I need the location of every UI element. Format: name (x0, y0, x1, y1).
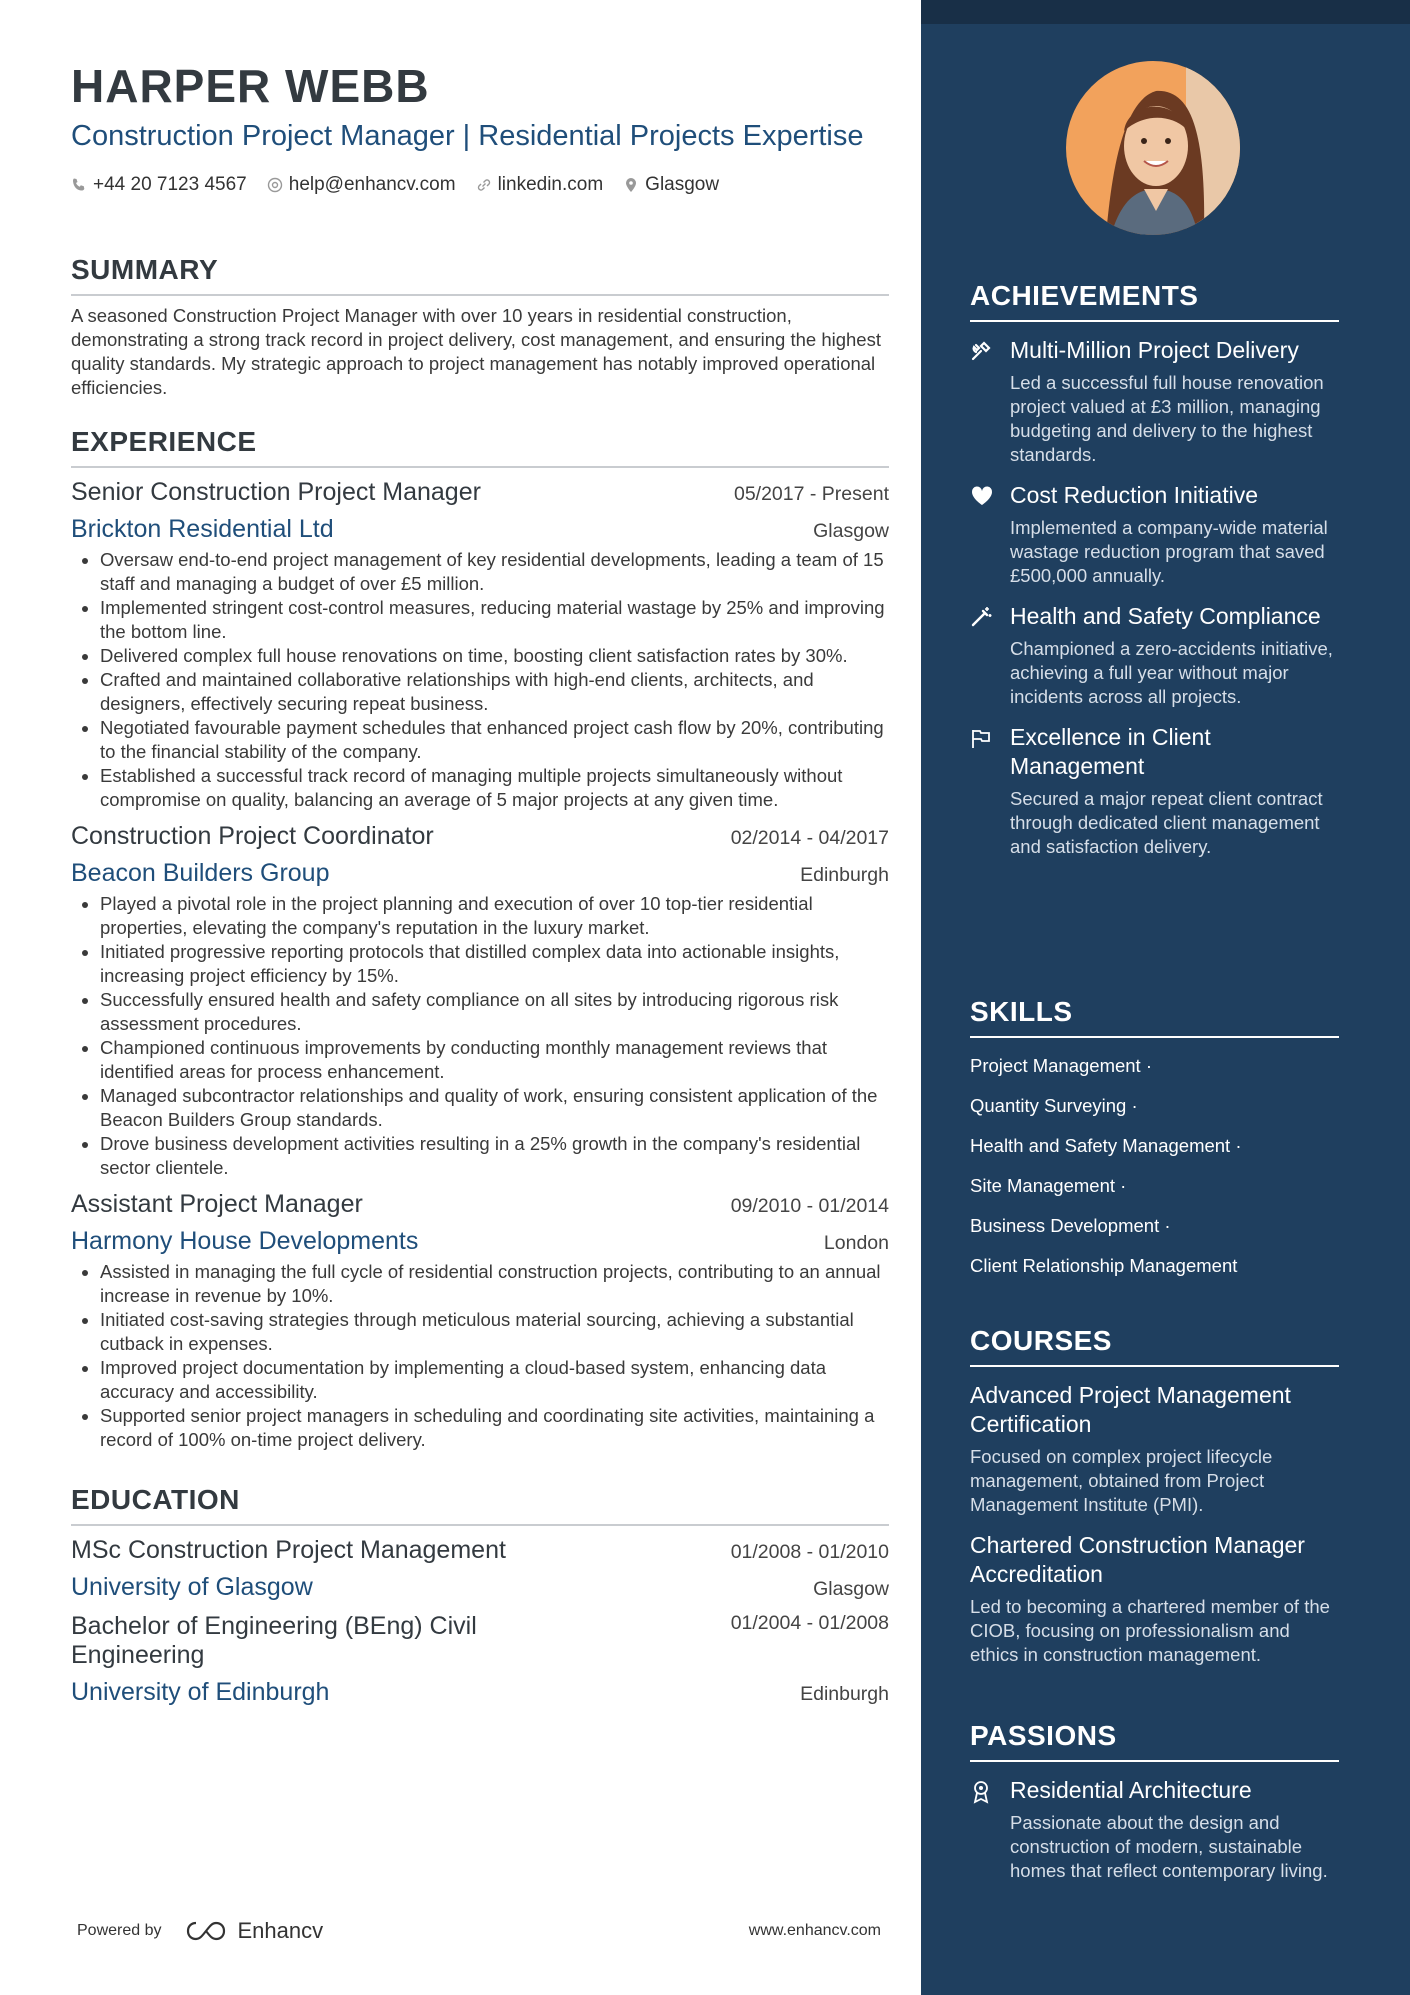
bullet-item: • Managed subcontractor relationships and quality of work, ensuring consistent application of the Beacon Builders Group standards. (100, 1084, 889, 1132)
passion-title: Residential Architecture (1010, 1777, 1252, 1803)
school: University of Edinburgh (71, 1678, 330, 1706)
job-bullets (71, 548, 889, 812)
email-text: help@enhancv.com (288, 174, 456, 195)
contact-email[interactable] (267, 174, 456, 196)
edu-date: 01/2008 - 01/2010 (730, 1541, 889, 1563)
flag-icon (970, 727, 992, 749)
passions-section (970, 1720, 1339, 1883)
education-entry (71, 1612, 889, 1707)
section-title-skills: SKILLS (970, 996, 1339, 1038)
course-item (970, 1381, 1339, 1517)
school: University of Glasgow (71, 1573, 313, 1601)
enhancv-logo-icon (184, 1919, 230, 1943)
job-location: London (823, 1232, 889, 1254)
contact-phone[interactable] (71, 174, 247, 196)
education-section (71, 1484, 889, 1707)
section-title-experience: EXPERIENCE (71, 426, 889, 468)
achievement-title: Excellence in Client Management (1010, 724, 1211, 779)
course-desc: Led to becoming a chartered member of the CIOB, focusing on professionalism and ethics in construction management. (970, 1596, 1330, 1665)
phone-icon (71, 177, 87, 193)
location-text: Glasgow (645, 174, 720, 195)
heart-icon (970, 485, 994, 507)
bullet-item: • Drove business development activities resulting in a 25% growth in the company's residential sector clientele. (100, 1132, 889, 1180)
course-title: Advanced Project Management Certification (970, 1382, 1291, 1437)
skill-item: Health and Safety Management · (970, 1135, 1242, 1156)
course-desc: Focused on complex project lifecycle management, obtained from Project Management Institute (PMI). (970, 1446, 1273, 1515)
powered-by (77, 1918, 323, 1944)
sidebar-top-band (921, 0, 1410, 24)
footer-url[interactable]: www.enhancv.com (748, 1922, 881, 1939)
footer (77, 1918, 881, 1944)
passion-item (970, 1776, 1339, 1883)
skill-item: Site Management · (970, 1175, 1127, 1196)
skill-item: Project Management · (970, 1055, 1153, 1076)
bullet-item: • Negotiated favourable payment schedules that enhanced project cash flow by 20%, contributing to the financial stability of the company. (100, 716, 889, 764)
bullet-item: • Improved project documentation by implementing a cloud-based system, enhancing data accuracy and accessibility. (100, 1356, 889, 1404)
bullet-item: • Initiated progressive reporting protocols that distilled complex data into actionable insights, increasing project efficiency by 15%. (100, 940, 889, 988)
skill-item: Business Development · (970, 1215, 1171, 1236)
section-title-summary: SUMMARY (71, 254, 889, 296)
course-title: Chartered Construction Manager Accreditation (970, 1532, 1305, 1587)
course-item (970, 1531, 1339, 1667)
edu-date: 01/2004 - 01/2008 (730, 1612, 889, 1634)
job-date: 02/2014 - 04/2017 (730, 827, 889, 849)
bullet-item: • Implemented stringent cost-control measures, reducing material wastage by 25% and improving the bottom line. (100, 596, 889, 644)
achievement-item (970, 336, 1339, 467)
achievements-section (970, 280, 1339, 859)
achievement-item (970, 723, 1339, 859)
linkedin-text: linkedin.com (497, 174, 604, 195)
job-bullets (71, 1260, 889, 1452)
edu-location: Glasgow (813, 1578, 889, 1600)
tools-icon (970, 340, 992, 362)
bullet-item: • Assisted in managing the full cycle of residential construction projects, contributing to an annual increase in revenue by 10%. (100, 1260, 889, 1308)
achievement-title: Multi-Million Project Delivery (1010, 337, 1299, 363)
bullet-item: • Successfully ensured health and safety compliance on all sites by introducing rigorous risk assessment procedures. (100, 988, 889, 1036)
skill-item: Client Relationship Management (970, 1255, 1238, 1276)
contact-location (623, 174, 719, 196)
summary-section (71, 254, 889, 400)
achievement-desc: Implemented a company-wide material wastage reduction program that saved £500,000 annually. (1010, 517, 1328, 586)
bullet-item: • Oversaw end-to-end project management of key residential developments, leading a team of 15 staff and managing a budget of over £5 million. (100, 548, 889, 596)
achievement-desc: Championed a zero-accidents initiative, achieving a full year without major incidents across all projects. (1010, 638, 1333, 707)
summary-text: A seasoned Construction Project Manager with over 10 years in residential construction, demonstrating a strong track record in project delivery, cost management, and ensuring the highest quality standards. My strategic approach to project management has notably improved operational efficiencies. (71, 305, 881, 398)
section-title-education: EDUCATION (71, 1484, 889, 1526)
job-company: Beacon Builders Group (71, 859, 330, 887)
award-icon (970, 1780, 992, 1804)
section-title-achievements: ACHIEVEMENTS (970, 280, 1339, 322)
achievement-desc: Secured a major repeat client contract through dedicated client management and satisfaction delivery. (1010, 788, 1323, 857)
education-entry (71, 1536, 889, 1602)
at-icon (267, 177, 283, 193)
courses-section (970, 1325, 1339, 1667)
avatar-portrait-icon (1066, 61, 1240, 235)
sidebar (921, 0, 1410, 1995)
job-entry (71, 478, 889, 812)
profile-photo (1066, 61, 1240, 235)
job-location: Glasgow (813, 520, 889, 542)
location-pin-icon (623, 177, 639, 193)
job-company: Harmony House Developments (71, 1227, 419, 1255)
phone-text: +44 20 7123 4567 (93, 174, 247, 195)
job-entry (71, 1190, 889, 1452)
bullet-item: • Played a pivotal role in the project planning and execution of over 10 top-tier residential properties, elevating the company's reputation in the luxury market. (100, 892, 889, 940)
magic-wand-icon (970, 606, 992, 628)
degree: Bachelor of Engineering (BEng) Civil Engineering (71, 1612, 477, 1669)
bullet-item: • Crafted and maintained collaborative relationships with high-end clients, architects, and designers, effectively securing repeat business. (100, 668, 889, 716)
achievement-title: Health and Safety Compliance (1010, 603, 1321, 629)
bullet-item: • Initiated cost-saving strategies through meticulous material sourcing, achieving a substantial cutback in expenses. (100, 1308, 889, 1356)
headline: Construction Project Manager | Residential Projects Expertise (71, 120, 864, 152)
bullet-item: • Established a successful track record of managing multiple projects simultaneously without compromise on quality, balancing an average of 5 major projects at any given time. (100, 764, 889, 812)
job-role: Construction Project Coordinator (71, 822, 434, 850)
bullet-item: • Delivered complex full house renovations on time, boosting client satisfaction rates by 30%. (100, 644, 889, 668)
job-bullets (71, 892, 889, 1180)
job-location: Edinburgh (800, 864, 889, 886)
candidate-name: HARPER WEBB (71, 60, 430, 112)
achievement-item (970, 602, 1339, 709)
powered-by-label: Powered by (77, 1922, 162, 1939)
job-company: Brickton Residential Ltd (71, 515, 334, 543)
brand-name: Enhancv (237, 1918, 324, 1943)
job-date: 05/2017 - Present (733, 483, 889, 505)
contact-linkedin[interactable] (476, 174, 604, 196)
job-role: Senior Construction Project Manager (71, 478, 481, 506)
contact-bar (71, 174, 889, 196)
experience-section (71, 426, 889, 1452)
brand-logo[interactable] (184, 1918, 324, 1944)
link-icon (476, 177, 492, 193)
bullet-item: • Championed continuous improvements by conducting monthly management reviews that identified areas for process enhancement. (100, 1036, 889, 1084)
section-title-passions: PASSIONS (970, 1720, 1339, 1762)
skills-section (970, 996, 1339, 1278)
passion-desc: Passionate about the design and construction of modern, sustainable homes that reflect contemporary living. (1010, 1812, 1328, 1881)
edu-location: Edinburgh (800, 1683, 889, 1705)
achievement-title: Cost Reduction Initiative (1010, 482, 1259, 508)
skill-item: Quantity Surveying · (970, 1095, 1138, 1116)
degree: MSc Construction Project Management (71, 1536, 506, 1564)
achievement-item (970, 481, 1339, 588)
achievement-desc: Led a successful full house renovation project valued at £3 million, managing budgeting and delivery to the highest standards. (1010, 372, 1324, 465)
section-title-courses: COURSES (970, 1325, 1339, 1367)
job-role: Assistant Project Manager (71, 1190, 363, 1218)
job-entry (71, 822, 889, 1180)
job-date: 09/2010 - 01/2014 (730, 1195, 889, 1217)
bullet-item: • Supported senior project managers in scheduling and coordinating site activities, maintaining a record of 100% on-time project delivery. (100, 1404, 889, 1452)
